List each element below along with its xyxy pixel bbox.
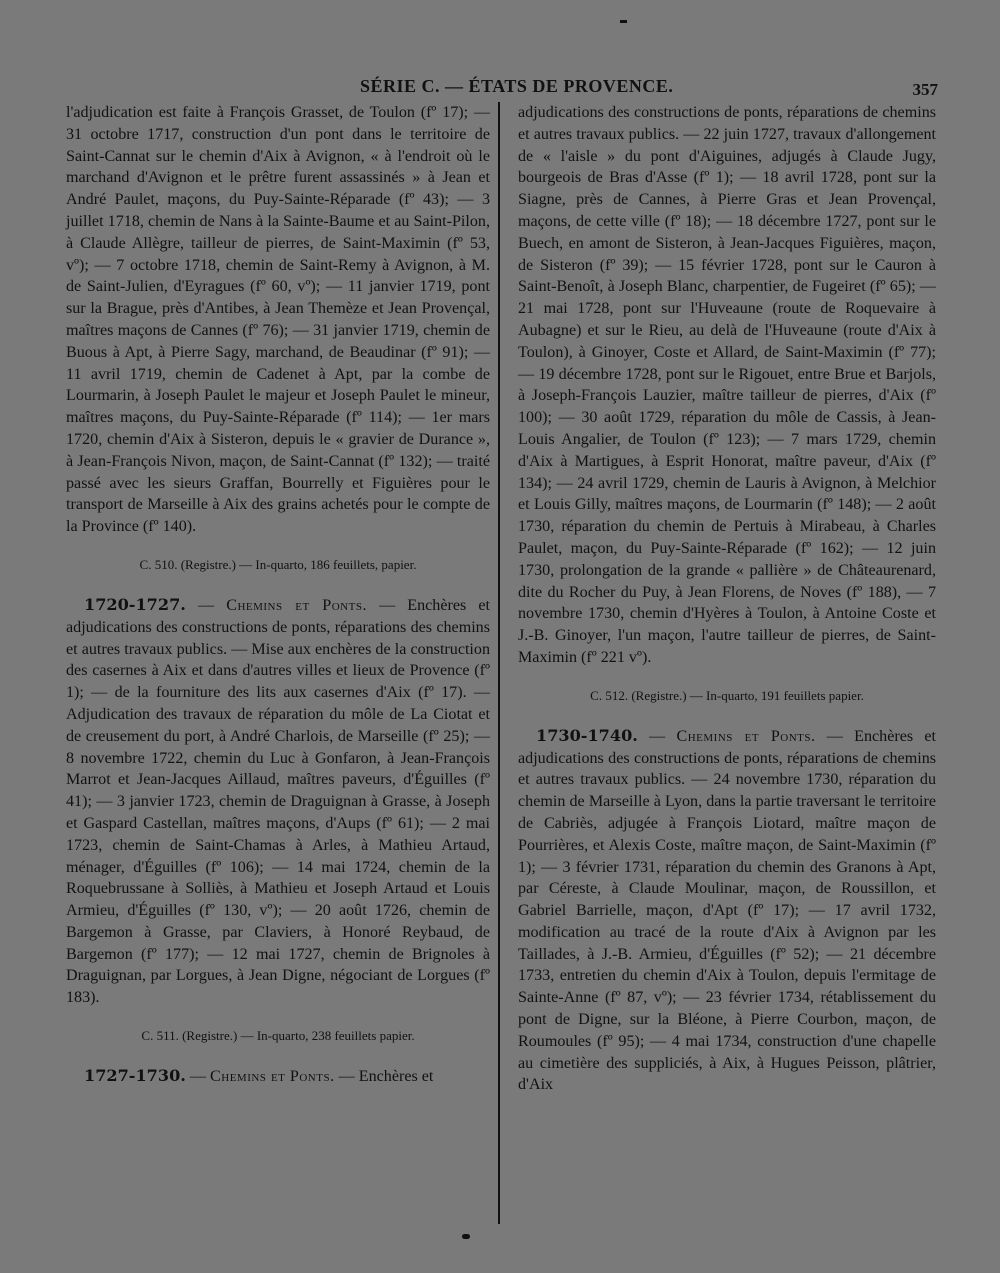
register-reference-c512: C. 512. (Registre.) — In-quarto, 191 feuillets papier. — [590, 687, 864, 703]
entry-date: 1727-1730. — [84, 1066, 186, 1086]
left-column — [66, 102, 490, 1088]
entry-c513: 1730-1740. — Chemins et Ponts. — Enchères et adjudications des constructions de ponts, réparations de chemins et autres travaux publics. — 24 novembre 1730, réparation du chemin de Marseille à Lyon, dans la partie traversant le territoire de Cabriès, adjugée à François Liotard, maître maçon de Pourrières, et Alexis Coste, maître maçon, de Saint-Maximin (fº 1); — 3 février 1731, réparation du chemin des Granons à Apt, par Céreste, à Claude Moulinar, maçon, de Roussillon, et Gabriel Barrielle, maçon, d'Apt (fº 17); — 17 avril 1732, modification au tracé de la route d'Aix à Avignon par les Taillades, à J.-B. Armieu, d'Éguilles (fº 52); — 21 décembre 1733, entretien du chemin d'Aix à Toulon, depuis l'ermitage de Sainte-Anne (fº 87, vº); — 23 février 1734, rétablissement du pont de Digne, sur la Bléone, à Pierre Courbon, maçon, de Roumoules (fº 95); — 4 mai 1734, construction d'une chapelle au cimetière des suppliciés, à Aix, à Hugues Peisson, plâtrier, d'Aix — [518, 725, 936, 1094]
register-reference-c511: C. 511. (Registre.) — In-quarto, 238 feuillets papier. — [141, 1028, 415, 1044]
register-reference-c510: C. 510. (Registre.) — In-quarto, 186 feuillets, papier. — [139, 556, 417, 572]
right-column — [518, 102, 936, 1096]
entry-text: — Enchères et adjudications des constructions de ponts, réparations des chemins et autres travaux publics. — Mise aux enchères de la construction des casernes à Aix et dans d'autres villes et lieux de Provence (fº 1); — de la fourniture des lits aux casernes d'Aix (fº 17). — Adjudication des travaux de réparation du môle de La Ciotat et de creusement du port, à André Charlois, de Marseille (fº 25); — 8 novembre 1722, chemin du Luc à Gonfaron, à Jean-François Marrot et Jean-Jacques Aillaud, maîtres paveurs, d'Éguilles (fº 41); — 3 janvier 1723, chemin de Draguignan à Grasse, à Joseph et Gaspard Castellan, maîtres maçons, d'Aups (fº 61); — 2 mai 1723, chemin de Saint-Chamas à Arles, à Mathieu Artaud, ménager, d'Éguilles (fº 106); — 14 mai 1724, chemin de la Roquebrussane à Solliès, à Mathieu et Joseph Artaud et Louis Armieu, d'Éguilles (fº 130, vº); — 20 août 1726, chemin de Bargemon à Grasse, par Claviers, à Honoré Reybaud, de Bargemon (fº 177); — 12 mai 1727, chemin de Brignoles à Draguignan, par Lorgues, à Jean Digne, négociant de Lorgues (fº 183). — [66, 596, 490, 1007]
top-ink-mark — [620, 20, 627, 23]
entry-date: 1720-1727. — [84, 594, 186, 614]
entry-c512: 1727-1730. — Chemins et Ponts. — Enchères et — [84, 1066, 434, 1086]
entry-rubric: Chemins et Ponts. — [676, 727, 816, 745]
bottom-ink-mark — [462, 1234, 470, 1239]
left-paragraph-continued: l'adjudication est faite à François Grasset, de Toulon (fº 17); — 31 octobre 1717, construction d'un pont dans le territoire de Saint-Cannat sur le chemin d'Aix à Avignon, « à l'endroit où le marchand d'Avignon et le prêtre furent assassinés » à Jean et André Paulet, maçons, du Puy-Sainte-Réparade (fº 43); — 3 juillet 1718, chemin de Nans à la Sainte-Baume et au Saint-Pilon, à Claude Allègre, tailleur de pierres, de Saint-Maximin (fº 53, vº); — 7 octobre 1718, chemin de Saint-Remy à Avignon, à M. de Saint-Julien, d'Eyragues (fº 60, vº); — 11 janvier 1719, pont sur la Brague, près d'Antibes, à Jean Themèze et Jean Provençal, maîtres maçons de Cannes (fº 76); — 31 janvier 1719, chemin de Buous à Apt, à Pierre Sagy, marchand, de Beaudinar (fº 91); — 11 avril 1719, chemin de Cadenet à Apt, par la combe de Lourmarin, à Joseph Paulet le majeur et Joseph Paulet le mineur, maîtres maçons, du Puy-Sainte-Réparade (fº 114); — 1er mars 1720, chemin d'Aix à Sisteron, depuis le « gravier de Durance », à Jean-François Nivon, maçon, de Saint-Cannat (fº 132); — traité passé avec les sieurs Graffan, Bourrelly et Figuières pour le transport de Marseille à Aix des grains achetés pour le compte de la Province (fº 140). — [66, 104, 490, 536]
page-header — [0, 76, 1000, 100]
entry-text: — Enchères et — [334, 1068, 434, 1086]
running-title: SÉRIE C. — ÉTATS DE PROVENCE. — [360, 76, 674, 96]
entry-date: 1730-1740. — [536, 725, 638, 745]
entry-rubric: Chemins et Ponts. — [210, 1068, 335, 1086]
entry-rubric: Chemins et Ponts. — [226, 596, 367, 614]
column-divider — [498, 102, 500, 1224]
page-number: 357 — [912, 80, 938, 99]
entry-text: — Enchères et adjudications des constructions de ponts, réparations de chemins et autres travaux publics. — 24 novembre 1730, réparation du chemin de Marseille à Lyon, dans la partie traversant le territoire de Cabriès, adjugée à François Liotard, maître maçon de Pourrières, et Alexis Coste, maître maçon, de Saint-Maximin (fº 1); — 3 février 1731, réparation du chemin des Granons à Apt, par Céreste, à Claude Moulinar, maçon, de Roussillon, et Gabriel Barrielle, maçon, d'Apt (fº 17); — 17 avril 1732, modification au tracé de la route d'Aix à Avignon par les Taillades, à J.-B. Armieu, d'Éguilles (fº 52); — 21 décembre 1733, entretien du chemin d'Aix à Toulon, depuis l'ermitage de Sainte-Anne (fº 87, vº); — 23 février 1734, rétablissement du pont de Digne, sur la Bléone, à Pierre Courbon, maçon, de Roumoules (fº 95); — 4 mai 1734, construction d'une chapelle au cimetière des suppliciés, à Aix, à Hugues Peisson, plâtrier, d'Aix — [518, 727, 936, 1094]
right-paragraph-continued: adjudications des constructions de ponts, réparations de chemins et autres travaux publics. — 22 juin 1727, travaux d'allongement de « l'aisle » du pont d'Aiguines, adjugés à Claude Jugy, bourgeois de Bras d'Asse (fº 1); — 18 avril 1728, pont sur la Siagne, près de Cannes, à Pierre Gras et Jean Provençal, maçons, de cette ville (fº 18); — 18 décembre 1727, pont sur le Buech, en amont de Sisteron, à Jean-Jacques Figuières, maçon, de Sisteron (fº 39); — 15 février 1728, pont sur le Cauron à Saint-Benoît, à Joseph Blanc, charpentier, de Fugeiret (fº 65); — 21 mai 1728, pont sur l'Huveaune (route de Roquevaire à Aubagne) et sur le Rieu, au delà de l'Huveaune (route d'Aix à Toulon), à Ginoyer, Coste et Allard, de Saint-Maximin (fº 77); — 19 décembre 1728, pont sur le Rigouet, entre Brue et Barjols, à Joseph-François Lauzier, maître tailleur de pierres, d'Aix (fº 100); — 30 août 1729, réparation du môle de Cassis, à Jean-Louis Angalier, de Toulon (fº 123); — 7 mars 1729, chemin d'Aix à Martigues, à Esprit Honorat, maître paveur, d'Aix (fº 134); — 24 avril 1729, chemin de Lauris à Avignon, à Melchior et Louis Gilly, maîtres maçons, de Lourmarin (fº 148); — 2 août 1730, réparation du chemin de Pertuis à Mirabeau, à Charles Paulet, maçon, du Puy-Sainte-Réparade (fº 162); — 12 juin 1730, prolongation de la grande « pallière » de Châteaurenard, dite du Rocher du Puy, à Jean Florens, de Noves (fº 188), — 7 novembre 1730, chemin d'Hyères à Toulon, à Antoine Coste et J.-B. Ginoyer, l'un maçon, l'autre tailleur de pierres, de Saint-Maximin (fº 221 vº). — [518, 104, 936, 666]
entry-c511: 1720-1727. — Chemins et Ponts. — Enchères et adjudications des constructions de ponts, réparations des chemins et autres travaux publics. — Mise aux enchères de la construction des casernes à Aix et dans d'autres villes et lieux de Provence (fº 1); — de la fourniture des lits aux casernes d'Aix (fº 17). — Adjudication des travaux de réparation du môle de La Ciotat et de creusement du port, à André Charlois, de Marseille (fº 25); — 8 novembre 1722, chemin du Luc à Gonfaron, à Jean-François Marrot et Jean-Jacques Aillaud, maîtres paveurs, d'Éguilles (fº 41); — 3 janvier 1723, chemin de Draguignan à Grasse, à Joseph et Gaspard Castellan, maîtres maçons, d'Aups (fº 61); — 2 mai 1723, chemin de Saint-Chamas à Arles, à Mathieu Artaud, ménager, d'Éguilles (fº 106); — 14 mai 1724, chemin de la Roquebrussane à Solliès, à Mathieu et Joseph Artaud et Louis Armieu, d'Éguilles (fº 130, vº); — 20 août 1726, chemin de Bargemon à Grasse, par Claviers, à Honoré Reybaud, de Bargemon (fº 177); — 12 mai 1727, chemin de Brignoles à Draguignan, par Lorgues, à Jean Digne, négociant de Lorgues (fº 183). — [66, 594, 490, 1007]
